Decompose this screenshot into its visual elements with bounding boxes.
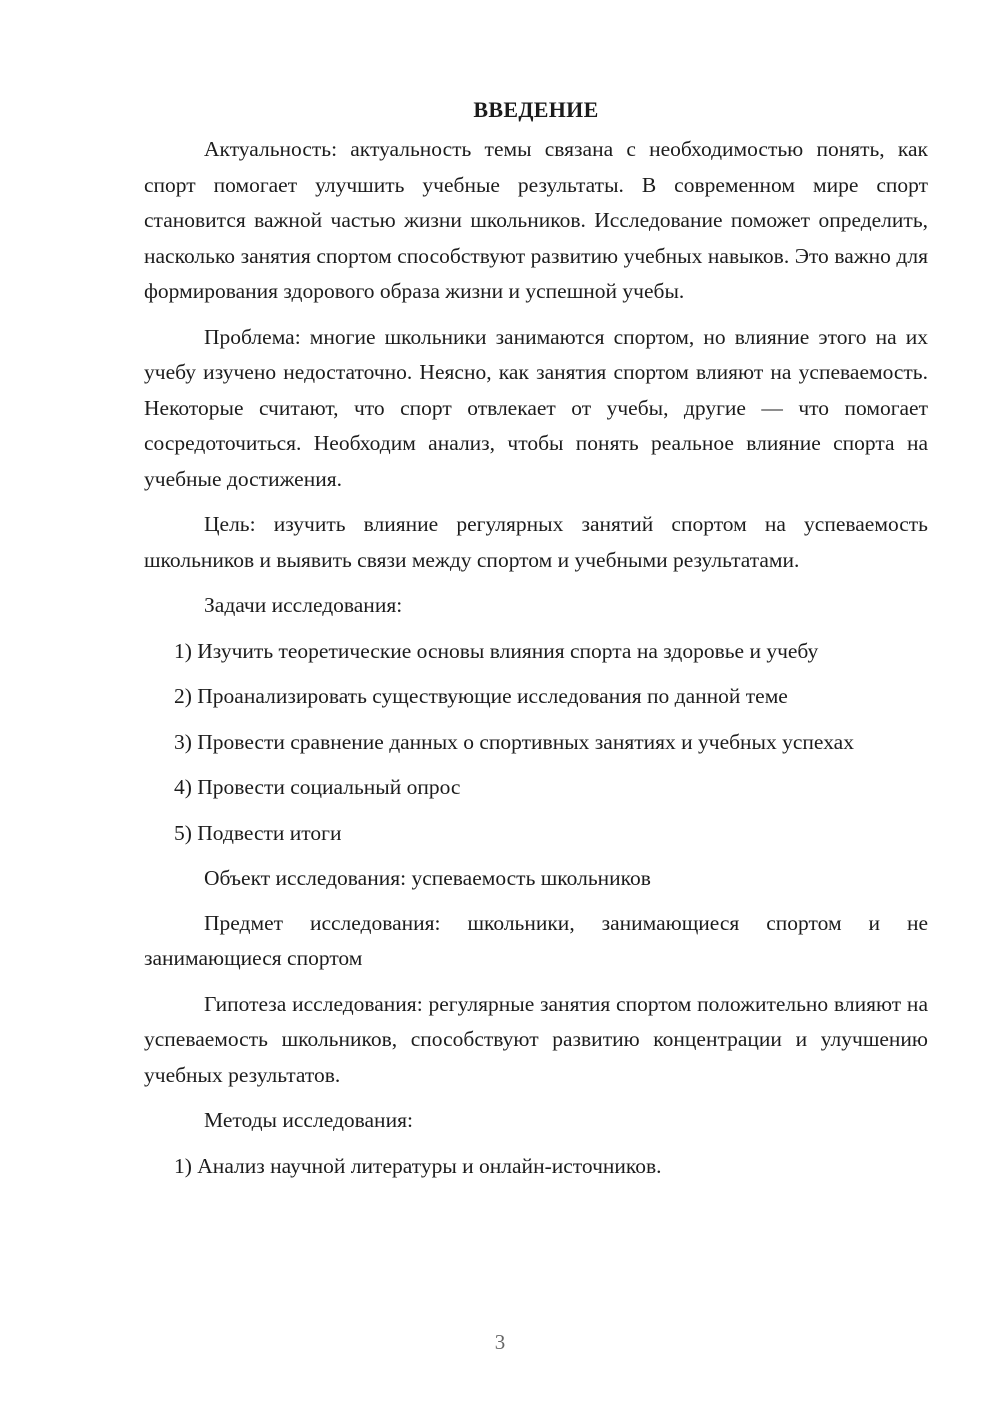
list-item: 4) Провести социальный опрос [174,775,461,799]
list-item: 3) Провести сравнение данных о спортивных занятиях и учебных успехах [174,729,854,754]
tasks-heading: Задачи исследования: [204,593,403,617]
paragraph-subject: Предмет исследования: школьники, занимающиеся спортом и не занимающиеся спортом [144,910,928,970]
list-item: 1) Изучить теоретические основы влияния спорта на здоровье и учебу [174,638,819,663]
section-title: ВВЕДЕНИЕ [473,97,599,122]
methods-heading: Методы исследования: [204,1108,413,1132]
paragraph-relevance: Актуальность: актуальность темы связана с необходимостью понять, как спорт помогает улучшить учебные результаты. В современном мире спорт становится важной частью жизни школьников. Исследование поможет определить, насколько занятия спортом способствуют развитию учебных навыков. Это важно для формирования здорового образа жизни и успешной учебы. [144,137,928,303]
list-item: 2) Проанализировать существующие исследования по данной теме [174,684,788,708]
paragraph-object: Объект исследования: успеваемость школьников [204,866,651,890]
list-item: 1) Анализ научной литературы и онлайн-источников. [174,1153,662,1178]
document-page [144,92,928,1194]
paragraph-goal: Цель: изучить влияние регулярных занятий спортом на успеваемость школьников и выявить связи между спортом и учебными результатами. [144,512,928,572]
page-number: 3 [494,1330,506,1354]
paragraph-problem: Проблема: многие школьники занимаются спортом, но влияние этого на их учебу изучено недостаточно. Неясно, как занятия спортом влияют на успеваемость. Некоторые считают, что спорт отвлекает от учебы, другие — что помогает сосредоточиться. Необходим анализ, чтобы понять реальное влияние спорта на учебные достижения. [144,324,928,491]
paragraph-hypothesis: Гипотеза исследования: регулярные занятия спортом положительно влияют на успеваемость школьников, способствуют развитию концентрации и улучшению учебных результатов. [144,991,928,1087]
list-item: 5) Подвести итоги [174,820,342,845]
